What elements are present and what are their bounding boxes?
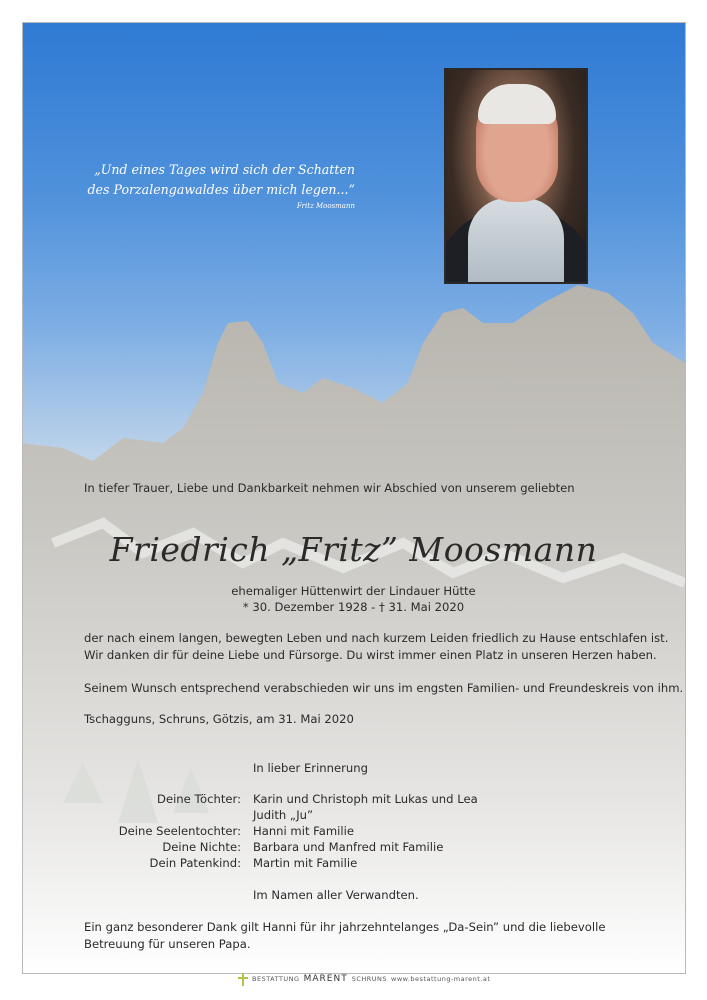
footer [238, 972, 490, 986]
wish-text: Seinem Wunsch entsprechend verabschieden wir uns im engsten Familien- und Freundeskreis von ihm. [84, 681, 684, 695]
quote-block [80, 160, 355, 212]
deceased-dates: * 30. Dezember 1928 - † 31. Mai 2020 [242, 600, 465, 614]
deceased-name: Friedrich „Fritz” Moosmann [109, 530, 598, 569]
footer-location: SCHRUNS [351, 975, 388, 983]
body-line: der nach einem langen, bewegten Leben und nach kurzem Leiden friedlich zu Hause entschlafen ist. [84, 631, 669, 645]
relation-value: Barbara und Manfred mit Familie [253, 840, 444, 854]
quote-line: „Und eines Tages wird sich der Schatten [94, 162, 355, 177]
quote-line: des Porzalengawaldes über mich legen...” [87, 182, 355, 197]
relatives-signoff: Im Namen aller Verwandten. [253, 888, 419, 902]
footer-brand: MARENT [303, 974, 348, 984]
body-line: Wir danken dir für deine Liebe und Fürsorge. Du wirst immer einen Platz in unseren Herzen haben. [84, 648, 657, 662]
footer-url[interactable]: www.bestattung-marent.at [391, 975, 491, 983]
quote-author: Fritz Moosmann [296, 202, 355, 210]
relation-value: Karin und Christoph mit Lukas und Lea [253, 792, 478, 806]
portrait-photo [444, 68, 588, 284]
relation-label: Deine Seelentochter: [118, 824, 241, 838]
thanks-line: Ein ganz besonderer Dank gilt Hanni für ihr jahrzehntelanges „Da-Sein” und die liebevolle [84, 920, 606, 934]
relation-label: Deine Töchter: [157, 792, 241, 806]
deceased-role: ehemaliger Hüttenwirt der Lindauer Hütte [231, 584, 476, 598]
cross-icon [238, 973, 248, 986]
relation-value: Judith „Ju” [253, 808, 313, 822]
place-date: Tschagguns, Schruns, Götzis, am 31. Mai 2020 [84, 712, 354, 726]
intro-text: In tiefer Trauer, Liebe und Dankbarkeit nehmen wir Abschied von unserem geliebten [84, 481, 575, 495]
relation-label: Deine Nichte: [162, 840, 241, 854]
footer-prefix: BESTATTUNG [252, 975, 300, 983]
thanks-line: Betreuung für unseren Papa. [84, 937, 251, 951]
relation-value: Martin mit Familie [253, 856, 358, 870]
relation-label: Dein Patenkind: [149, 856, 241, 870]
remembrance-heading: In lieber Erinnerung [253, 761, 368, 775]
relation-value: Hanni mit Familie [253, 824, 354, 838]
